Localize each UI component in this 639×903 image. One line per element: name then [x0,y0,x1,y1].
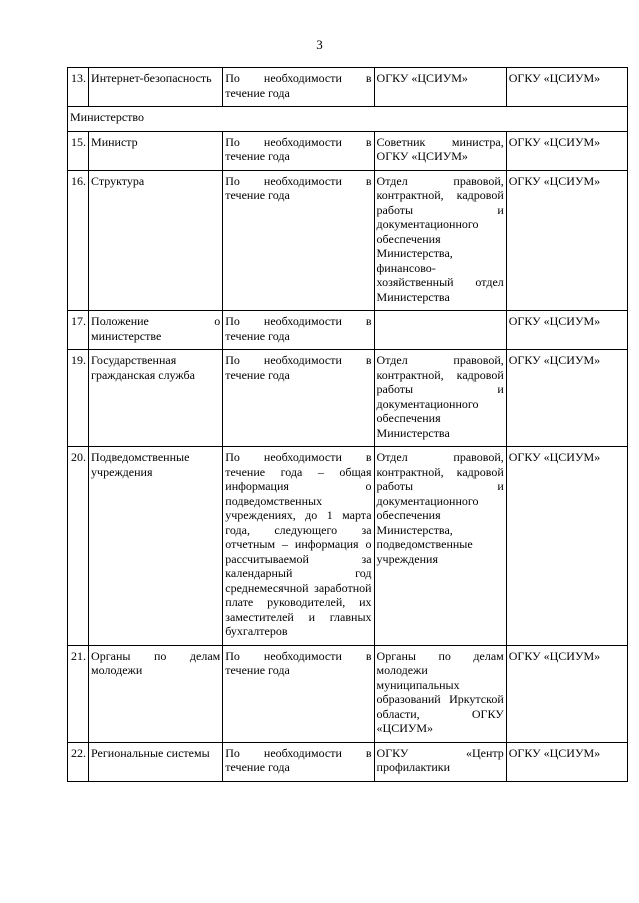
row-source: Отдел правовой, контрактной, кадровой работы и документационного обеспечения Министерства, финансово-хозяйственный отдел Министерства [374,170,506,311]
row-responsible: ОГКУ «ЦСИУМ» [506,742,627,781]
section-row [68,107,628,132]
row-topic: Интернет-безопасность [89,68,223,107]
row-source: Отдел правовой, контрактной, кадровой работы и документационного обеспечения Министерства [374,350,506,447]
row-responsible: ОГКУ «ЦСИУМ» [506,311,627,350]
row-responsible: ОГКУ «ЦСИУМ» [506,645,627,742]
section-block [68,107,628,132]
table-row [68,68,628,107]
row-number: 20. [68,447,89,646]
row-number: 17. [68,311,89,350]
row-topic: Региональные системы [89,742,223,781]
row-topic: Министр [89,131,223,170]
row-source: ОГКУ «Центр профилактики [374,742,506,781]
table-row [68,131,628,170]
row-topic: Положение о министерстве [89,311,223,350]
row-number: 13. [68,68,89,107]
row-source: Органы по делам молодежи муниципальных образований Иркутской области, ОГКУ «ЦСИУМ» [374,645,506,742]
row-topic: Органы по делам молодежи [89,645,223,742]
row-period: По необходимости в течение года [223,742,374,781]
row-responsible: ОГКУ «ЦСИУМ» [506,131,627,170]
row-period: По необходимости в течение года – общая информация о подведомственных учреждениях, до 1 марта года, следующего за отчетным – информация о рассчитываемой за календарный год среднемесячной заработной плате руководителей, их заместителей и главных бухгалтеров [223,447,374,646]
row-period: По необходимости в течение года [223,350,374,447]
table-row [68,645,628,742]
row-period: По необходимости в течение года [223,68,374,107]
table-row [68,742,628,781]
row-number: 22. [68,742,89,781]
row-number: 21. [68,645,89,742]
row-period: По необходимости в течение года [223,131,374,170]
row-period: По необходимости в течение года [223,311,374,350]
row-number: 16. [68,170,89,311]
row-topic: Структура [89,170,223,311]
row-responsible: ОГКУ «ЦСИУМ» [506,447,627,646]
row-source: ОГКУ «ЦСИУМ» [374,68,506,107]
row-responsible: ОГКУ «ЦСИУМ» [506,350,627,447]
row-topic: Подведомственные учреждения [89,447,223,646]
row-responsible: ОГКУ «ЦСИУМ» [506,170,627,311]
row-source: Советник министра, ОГКУ «ЦСИУМ» [374,131,506,170]
row-number: 19. [68,350,89,447]
row-number: 15. [68,131,89,170]
section-label: Министерство [68,107,628,132]
row-source [374,311,506,350]
row-topic: Государственная гражданская служба [89,350,223,447]
table-body-top [68,68,628,107]
table-row [68,311,628,350]
row-responsible: ОГКУ «ЦСИУМ» [506,68,627,107]
row-period: По необходимости в течение года [223,645,374,742]
table-row [68,170,628,311]
table-row [68,447,628,646]
row-source: Отдел правовой, контрактной, кадровой работы и документационного обеспечения Министерства, подведомственные учреждения [374,447,506,646]
table-body-main [68,131,628,781]
page-number: 3 [316,37,323,52]
table-row [68,350,628,447]
row-period: По необходимости в течение года [223,170,374,311]
schedule-table [67,67,628,782]
